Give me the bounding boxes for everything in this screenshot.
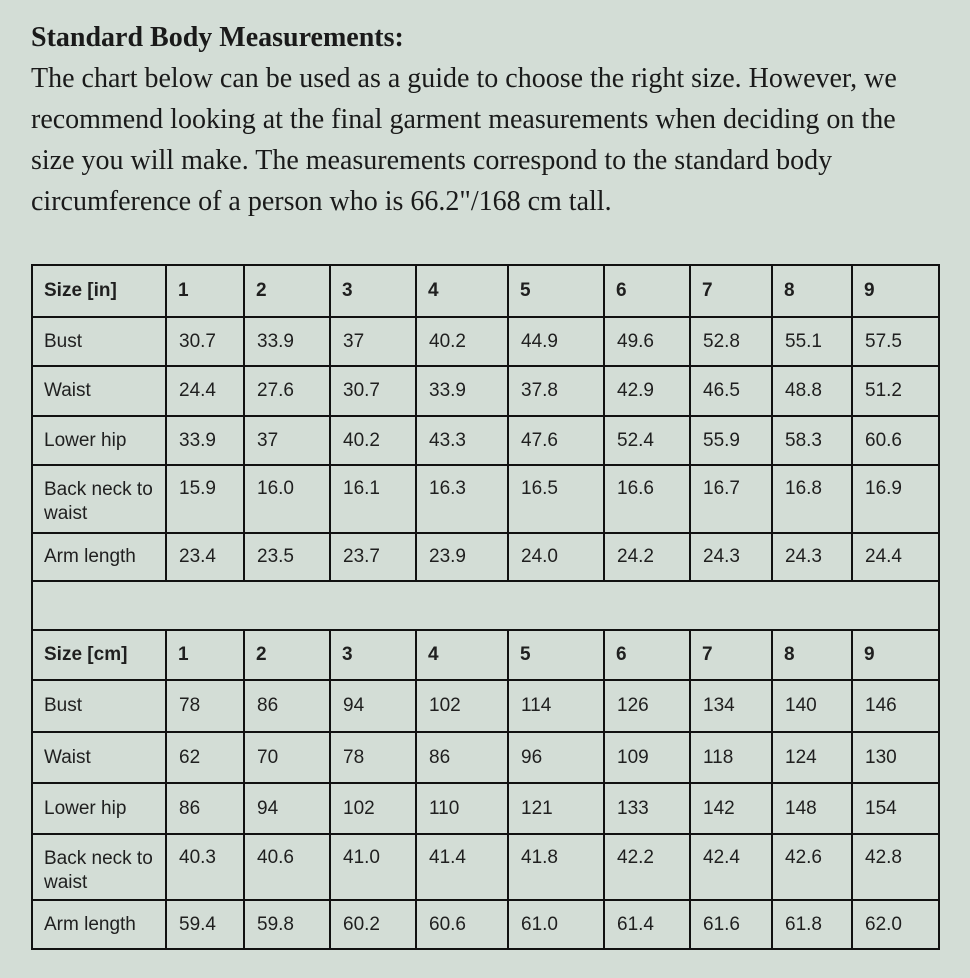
row-label: Arm length	[32, 533, 166, 581]
table-cell: 40.3	[166, 834, 244, 900]
table-cell: 94	[244, 783, 330, 834]
table-cell: 86	[166, 783, 244, 834]
table-cell: 16.3	[416, 465, 508, 533]
table-cell: 146	[852, 680, 939, 732]
table-cell: 37	[330, 317, 416, 366]
table-cell: 24.3	[772, 533, 852, 581]
table-cell: 58.3	[772, 416, 852, 465]
intro-paragraph: The chart below can be used as a guide to choose the right size. However, we recommend looking at the final garment measurements when deciding on the size you will make. The measurements correspond to the standard body circumference of a person who is 66.2"/168 cm tall.	[31, 63, 897, 217]
table-cell: 30.7	[166, 317, 244, 366]
table-cell: 41.8	[508, 834, 604, 900]
table-cell: 48.8	[772, 366, 852, 416]
table-cell: 16.5	[508, 465, 604, 533]
table-cell: 16.8	[772, 465, 852, 533]
table-cell: 40.2	[330, 416, 416, 465]
table-cell: 47.6	[508, 416, 604, 465]
table-cell: 102	[416, 680, 508, 732]
table-cell: 62.0	[852, 900, 939, 949]
table-cell: 70	[244, 732, 330, 783]
table-row	[32, 317, 939, 366]
table-cell: 42.6	[772, 834, 852, 900]
table-cell: 23.4	[166, 533, 244, 581]
table-row	[32, 416, 939, 465]
size-chart-table	[31, 264, 940, 950]
table-cell: 61.0	[508, 900, 604, 949]
table-cell: 40.6	[244, 834, 330, 900]
table-cell: 33.9	[416, 366, 508, 416]
table-cell: 60.2	[330, 900, 416, 949]
size-6-header: 6	[604, 630, 690, 680]
table-cell: 78	[330, 732, 416, 783]
table-cell: 16.1	[330, 465, 416, 533]
table-cell: 49.6	[604, 317, 690, 366]
table-row	[32, 783, 939, 834]
spacer-row	[32, 581, 939, 630]
table-cell: 24.4	[852, 533, 939, 581]
table-spacer	[32, 581, 939, 630]
table-cell: 30.7	[330, 366, 416, 416]
table-row	[32, 680, 939, 732]
table-cell: 23.9	[416, 533, 508, 581]
table-cell: 52.4	[604, 416, 690, 465]
table-row	[32, 900, 939, 949]
row-label: Waist	[32, 732, 166, 783]
table-cell: 140	[772, 680, 852, 732]
table-cell: 102	[330, 783, 416, 834]
table-row	[32, 465, 939, 533]
table-cell: 27.6	[244, 366, 330, 416]
table-cell: 23.5	[244, 533, 330, 581]
table-cell: 134	[690, 680, 772, 732]
table-cell: 61.6	[690, 900, 772, 949]
table-cell: 121	[508, 783, 604, 834]
table-cell: 46.5	[690, 366, 772, 416]
table-row	[32, 366, 939, 416]
table-cell: 44.9	[508, 317, 604, 366]
inch-header-row	[32, 265, 939, 317]
table-cell: 60.6	[852, 416, 939, 465]
table-cell: 24.0	[508, 533, 604, 581]
table-cell: 96	[508, 732, 604, 783]
row-label: Arm length	[32, 900, 166, 949]
row-label: Back neck to waist	[32, 465, 166, 533]
table-cell: 42.4	[690, 834, 772, 900]
table-cell: 37.8	[508, 366, 604, 416]
table-cell: 55.1	[772, 317, 852, 366]
size-1-header: 1	[166, 630, 244, 680]
size-7-header: 7	[690, 630, 772, 680]
size-2-header: 2	[244, 630, 330, 680]
page-heading: Standard Body Measurements:	[31, 22, 404, 53]
table-cell: 62	[166, 732, 244, 783]
row-label: Back neck to waist	[32, 834, 166, 900]
table-cell: 24.3	[690, 533, 772, 581]
size-8-header: 8	[772, 265, 852, 317]
table-cell: 118	[690, 732, 772, 783]
table-cell: 59.4	[166, 900, 244, 949]
size-6-header: 6	[604, 265, 690, 317]
row-label: Waist	[32, 366, 166, 416]
cm-size-label: Size [cm]	[32, 630, 166, 680]
size-4-header: 4	[416, 265, 508, 317]
table-cell: 42.2	[604, 834, 690, 900]
row-label: Bust	[32, 680, 166, 732]
size-3-header: 3	[330, 630, 416, 680]
table-cell: 24.4	[166, 366, 244, 416]
table-cell: 43.3	[416, 416, 508, 465]
spacer-cell	[32, 581, 939, 630]
size-8-header: 8	[772, 630, 852, 680]
table-cell: 41.4	[416, 834, 508, 900]
row-label: Lower hip	[32, 416, 166, 465]
table-cell: 124	[772, 732, 852, 783]
row-label: Lower hip	[32, 783, 166, 834]
table-cell: 40.2	[416, 317, 508, 366]
table-cell: 133	[604, 783, 690, 834]
table-cell: 61.8	[772, 900, 852, 949]
table-cell: 41.0	[330, 834, 416, 900]
table-cell: 109	[604, 732, 690, 783]
table-cell: 42.9	[604, 366, 690, 416]
table-cell: 52.8	[690, 317, 772, 366]
table-cell: 126	[604, 680, 690, 732]
inch-table-body	[32, 265, 939, 581]
table-row	[32, 834, 939, 900]
table-cell: 142	[690, 783, 772, 834]
table-cell: 16.6	[604, 465, 690, 533]
table-cell: 154	[852, 783, 939, 834]
table-cell: 51.2	[852, 366, 939, 416]
table-cell: 42.8	[852, 834, 939, 900]
size-5-header: 5	[508, 265, 604, 317]
size-2-header: 2	[244, 265, 330, 317]
cm-table-body	[32, 630, 939, 949]
table-cell: 60.6	[416, 900, 508, 949]
table-cell: 114	[508, 680, 604, 732]
table-cell: 86	[244, 680, 330, 732]
table-cell: 110	[416, 783, 508, 834]
table-cell: 78	[166, 680, 244, 732]
table-row	[32, 533, 939, 581]
size-4-header: 4	[416, 630, 508, 680]
table-cell: 33.9	[244, 317, 330, 366]
row-label: Bust	[32, 317, 166, 366]
table-cell: 61.4	[604, 900, 690, 949]
size-9-header: 9	[852, 265, 939, 317]
table-cell: 16.9	[852, 465, 939, 533]
table-cell: 23.7	[330, 533, 416, 581]
table-cell: 24.2	[604, 533, 690, 581]
size-5-header: 5	[508, 630, 604, 680]
size-7-header: 7	[690, 265, 772, 317]
table-cell: 55.9	[690, 416, 772, 465]
table-row	[32, 732, 939, 783]
table-cell: 37	[244, 416, 330, 465]
table-cell: 148	[772, 783, 852, 834]
table-cell: 16.7	[690, 465, 772, 533]
table-cell: 94	[330, 680, 416, 732]
table-cell: 33.9	[166, 416, 244, 465]
size-1-header: 1	[166, 265, 244, 317]
table-cell: 15.9	[166, 465, 244, 533]
size-3-header: 3	[330, 265, 416, 317]
table-cell: 59.8	[244, 900, 330, 949]
size-9-header: 9	[852, 630, 939, 680]
table-cell: 86	[416, 732, 508, 783]
table-cell: 57.5	[852, 317, 939, 366]
inch-size-label: Size [in]	[32, 265, 166, 317]
cm-header-row	[32, 630, 939, 680]
table-cell: 16.0	[244, 465, 330, 533]
table-cell: 130	[852, 732, 939, 783]
